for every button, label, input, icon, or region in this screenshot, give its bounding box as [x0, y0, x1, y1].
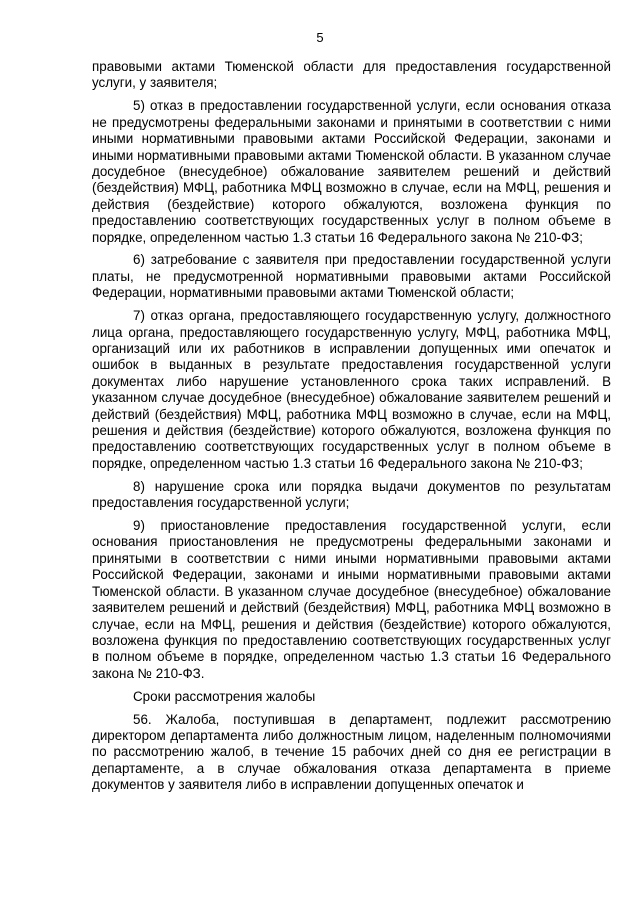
paragraph-item-9: 9) приостановление предоставления государственной услуги, если основания приостановления не предусмотрены федеральными законами и принятыми в соответствии с ними иными нормативными правовыми актами Российской Федерации, законами и иными нормативными правовыми актами Тюменской области. В указанном случае досудебное (внесудебное) обжалование заявителем решений и действий (бездействия) МФЦ, работника МФЦ возможно в случае, если на МФЦ, решения и действия (бездействие) которого обжалуются, возложена функция по предоставлению соответствующих государственных услуг в полном объеме в порядке, определенном частью 1.3 статьи 16 Федерального закона № 210-ФЗ. [92, 518, 611, 681]
paragraph-continued: правовыми актами Тюменской области для предоставления государственной услуги, у заявителя; [92, 59, 611, 91]
paragraph-item-6: 6) затребование с заявителя при предоставлении государственной услуги платы, не предусмотренной нормативными правовыми актами Российской Федерации, нормативными правовыми актами Тюменской области; [92, 252, 611, 301]
paragraph-item-5: 5) отказ в предоставлении государственной услуги, если основания отказа не предусмотрены федеральными законами и принятыми в соответствии с ними иными нормативными правовыми актами Российской Федерации, законами и иными нормативными правовыми актами Тюменской области. В указанном случае досудебное (внесудебное) обжалование заявителем решений и действий (бездействия) МФЦ, работника МФЦ возможно в случае, если на МФЦ, решения и действия (бездействие) которого обжалуются, возложена функция по предоставлению соответствующих государственных услуг в полном объеме в порядке, определенном частью 1.3 статьи 16 Федерального закона № 210-ФЗ; [92, 98, 611, 245]
page-number: 5 [316, 30, 324, 45]
paragraph-item-7: 7) отказ органа, предоставляющего государственную услугу, должностного лица органа, предоставляющего государственную услугу, МФЦ, работника МФЦ, организаций или их работников в исправлении допущенных ими опечаток и ошибок в выданных в результате предоставления государственной услуги документах либо нарушение установленного срока таких исправлений. В указанном случае досудебное (внесудебное) обжалование заявителем решений и действий (бездействия) МФЦ, работника МФЦ возможно в случае, если на МФЦ, решения и действия (бездействие) которого обжалуются, возложена функция по предоставлению соответствующих государственных услуг в полном объеме в порядке, определенном частью 1.3 статьи 16 Федерального закона № 210-ФЗ; [92, 308, 611, 471]
document-body [92, 59, 611, 800]
paragraph-item-56: 56. Жалоба, поступившая в департамент, подлежит рассмотрению директором департамента либо должностным лицом, наделенным полномочиями по рассмотрению жалоб, в течение 15 рабочих дней со дня ее регистрации в департаменте, а в случае обжалования отказа департамента в приеме документов у заявителя либо в исправлении допущенных опечаток и [92, 711, 611, 793]
section-heading: Сроки рассмотрения жалобы [133, 688, 316, 704]
paragraph-item-8: 8) нарушение срока или порядка выдачи документов по результатам предоставления государственной услуги; [92, 478, 611, 511]
